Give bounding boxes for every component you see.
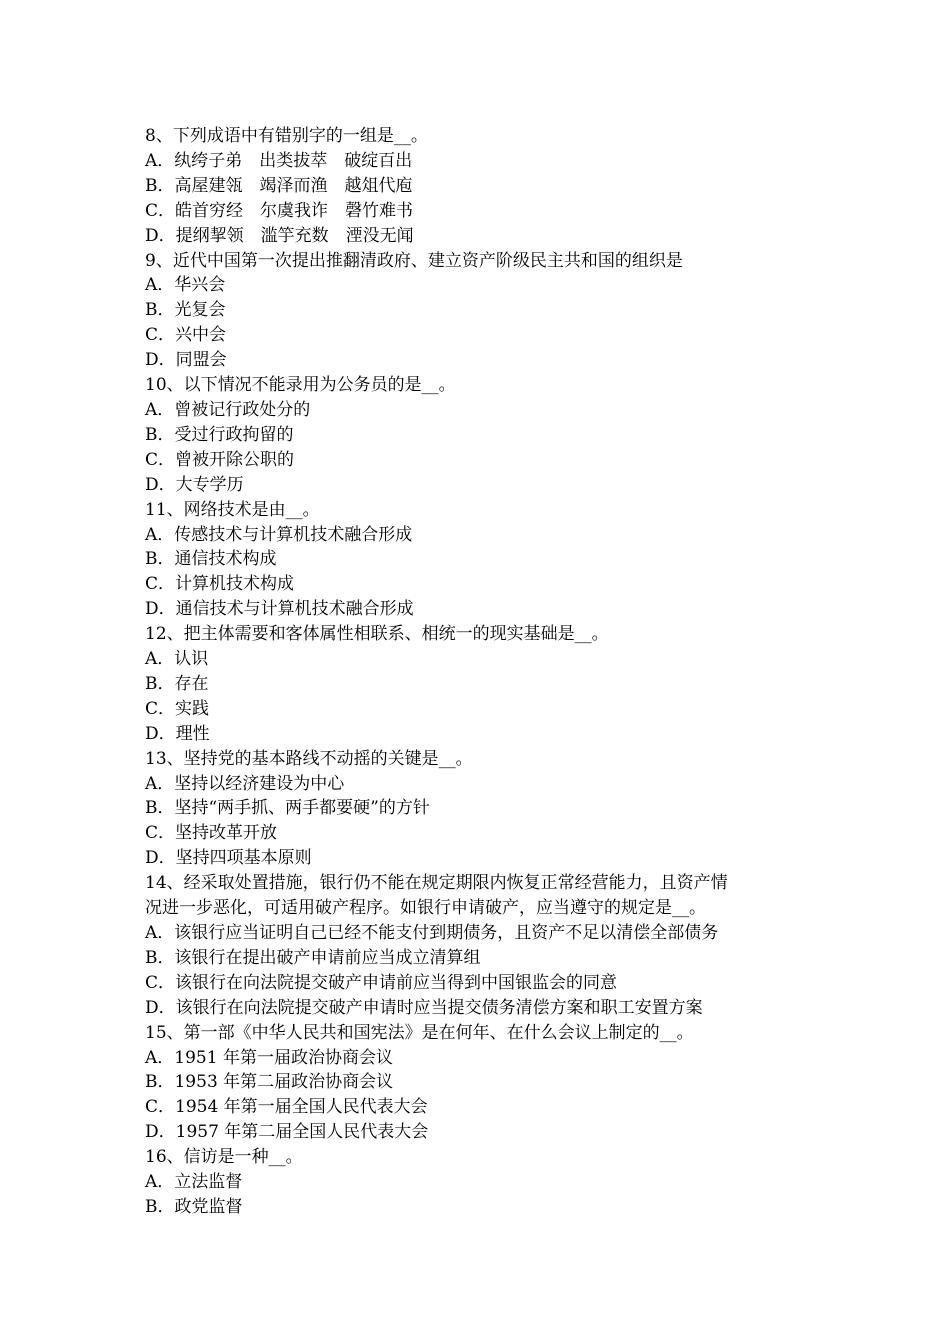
question-10-option-b: B．受过行政拘留的 [145,424,294,445]
question-11-option-d: D．通信技术与计算机技术融合形成 [145,599,414,620]
question-text-body [145,124,825,1220]
question-13-stem: 13、坚持党的基本路线不动摇的关键是__。 [145,748,473,769]
question-9-option-b: B．光复会 [145,300,226,321]
question-14-option-d: D．该银行在向法院提交破产申请时应当提交债务清偿方案和职工安置方案 [145,997,703,1018]
question-8-option-c: C．皓首穷经 尔虞我诈 磬竹难书 [145,200,414,221]
question-9-option-c: C．兴中会 [145,325,227,346]
question-12-option-c: C．实践 [145,698,210,719]
question-14-option-a: A．该银行应当证明自己已经不能支付到期债务，且资产不足以清偿全部债务 [145,923,719,943]
question-14-stem-line-1: 14、经采取处置措施，银行仍不能在规定期限内恢复正常经营能力，且资产情 [145,873,728,894]
question-13-option-c: C．坚持改革开放 [145,823,278,844]
question-10-stem: 10、以下情况不能录用为公务员的是__。 [145,375,456,396]
question-15-option-d: D．1957 年第二届全国人民代表大会 [145,1122,429,1143]
question-10-option-c: C．曾被开除公职的 [145,449,295,470]
question-8-stem: 8、下列成语中有错别字的一组是__。 [145,126,428,146]
question-15-stem: 15、第一部《中华人民共和国宪法》是在何年、在什么会议上制定的__。 [145,1022,694,1043]
question-15-option-b: B．1953 年第二届政治协商会议 [145,1072,394,1093]
question-10-option-d: D．大专学历 [145,474,244,495]
question-11-stem: 11、网络技术是由__。 [145,499,320,520]
question-9-stem: 9、近代中国第一次提出推翻清政府、建立资产阶级民主共和国的组织是 [145,250,683,271]
question-8-option-d: D．提纲挈领 滥竽充数 湮没无闻 [145,225,414,246]
question-11-option-b: B．通信技术构成 [145,549,277,570]
question-15-option-c: C．1954 年第一届全国人民代表大会 [145,1097,428,1118]
question-16-option-a: A．立法监督 [145,1172,243,1193]
question-14-option-b: B．该银行在提出破产申请前应当成立清算组 [145,947,481,968]
question-12-stem: 12、把主体需要和客体属性相联系、相统一的现实基础是__。 [145,624,609,645]
question-12-option-d: D．理性 [145,723,210,744]
question-16-stem: 16、信访是一种__。 [145,1147,303,1168]
question-8-option-a: A．纨绔子弟 出类拔萃 破绽百出 [145,150,413,171]
question-13-option-b: B．坚持“两手抓、两手都要硬”的方针 [145,798,430,819]
question-10-option-a: A．曾被记行政处分的 [145,399,311,420]
question-13-option-a: A．坚持以经济建设为中心 [145,773,345,794]
question-9-option-d: D．同盟会 [145,350,227,371]
question-9-option-a: A．华兴会 [145,275,226,296]
question-15-option-a: A．1951 年第一届政治协商会议 [145,1047,393,1068]
question-16-option-b: B．政党监督 [145,1196,243,1217]
question-14-stem-line-2: 况进一步恶化，可适用破产程序。如银行申请破产，应当遵守的规定是__。 [145,898,706,919]
question-11-option-c: C．计算机技术构成 [145,574,295,595]
question-8-option-b: B．高屋建瓴 竭泽而渔 越俎代庖 [145,175,413,196]
question-12-option-a: A．认识 [145,649,209,670]
question-13-option-d: D．坚持四项基本原则 [145,848,312,869]
question-14-option-c: C．该银行在向法院提交破产申请前应当得到中国银监会的同意 [145,972,618,993]
question-12-option-b: B．存在 [145,673,209,694]
question-11-option-a: A．传感技术与计算机技术融合形成 [145,524,413,545]
